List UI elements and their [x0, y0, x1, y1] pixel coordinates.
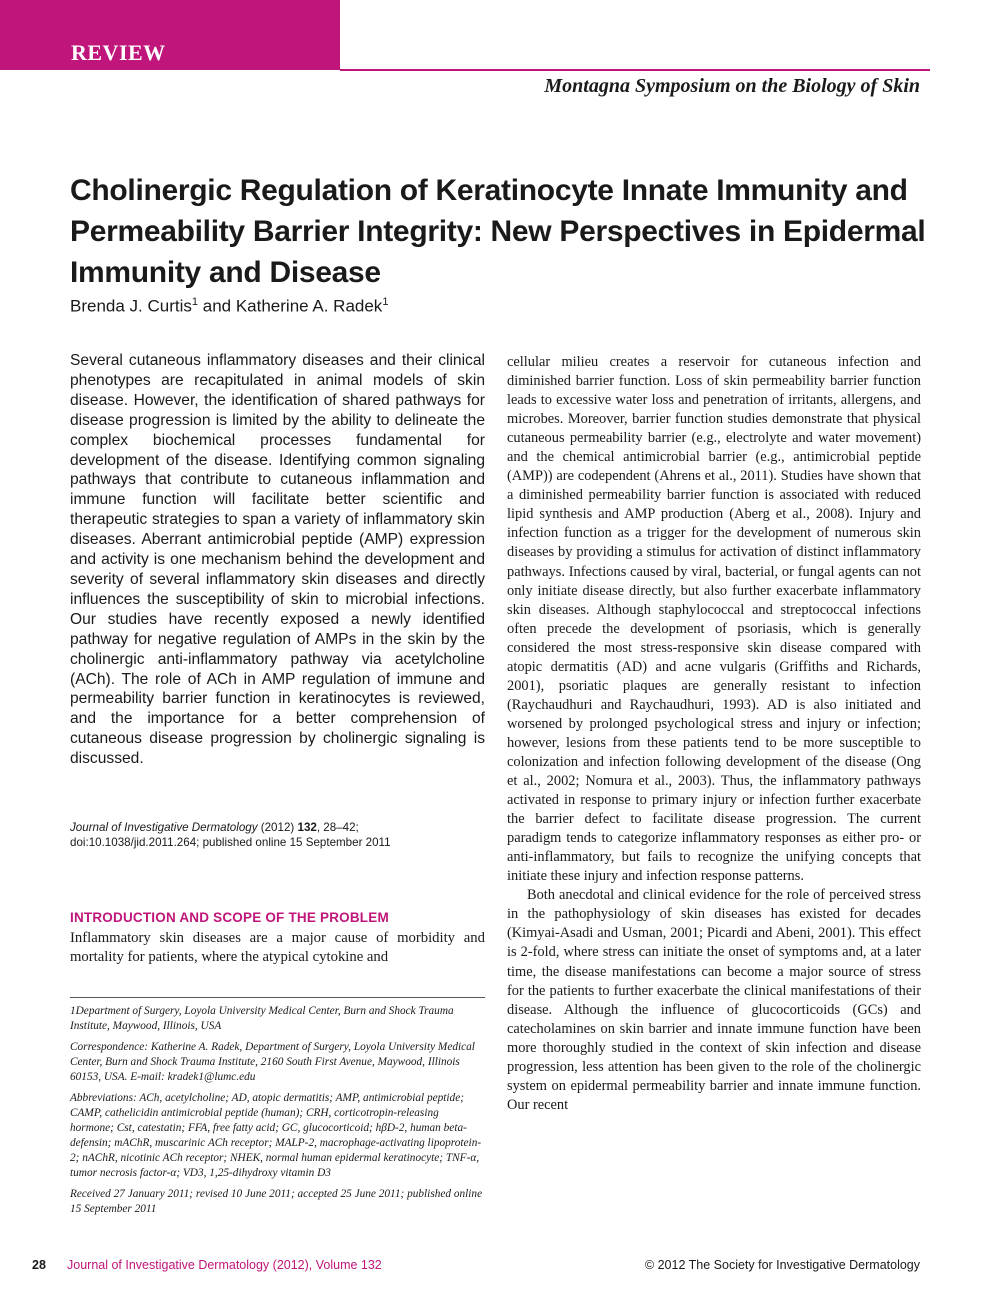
intro-text: Inflammatory skin diseases are a major cause of morbidity and mortality for patients, where the atypical cytokine and: [70, 930, 485, 965]
citation: [70, 820, 485, 850]
citation-doi: doi:10.1038/jid.2011.264; published online 15 September 2011: [70, 836, 391, 849]
affiliation-sup: 1: [382, 296, 389, 308]
body-paragraph: cellular milieu creates a reservoir for cutaneous infection and diminished barrier function. Loss of skin permeability barrier function leads to excessive water loss and penetration of irritants, allergens, and microbes. Moreover, barrier function studies demonstrate that physical cutaneous permeability barrier (e.g., electrolyte and water movement) and the chemical antimicrobial barrier (e.g., antimicrobial peptide (AMP)) are codependent (Ahrens et al., 2011). Studies have shown that a diminished permeability barrier function is associated with reduced lipid synthesis and AMP production (Aberg et al., 2008). Injury and infection function as a trigger for the development of numerous skin diseases by providing a stimulus for activation of distinct inflammatory pathways. Infections caused by viral, bacterial, or fungal agents can not only initiate disease directly, but also further exacerbate inflammatory skin diseases. Although staphylococcal and streptococcal infections often precede the development of psoriasis, which is generally considered the most stress-responsive skin disease compared with atopic dermatitis (AD) and acne vulgaris (Griffiths and Richards, 2001), psoriatic plaques are generally resistant to infection (Raychaudhuri and Raychaudhuri, 1993). AD is also initiated and worsened by prolonged psychological stress and injury or infection; however, lesions from these patients tend to be more susceptible to colonization and infection following development of the disease (Ong et al., 2002; Nomura et al., 2003). Thus, the inflammatory pathways activated in response to primary injury or infection further exacerbate the barrier defect to facilitate disease progression. The current paradigm tends to categorize inflammatory responses as either pro- or anti-inflammatory, but fails to recognize the unifying concepts that initiate these injury and infection response patterns.: [507, 354, 921, 885]
author-name: Brenda J. Curtis: [70, 296, 192, 316]
footnote-affiliation: 1Department of Surgery, Loyola University Medical Center, Burn and Shock Trauma Institute, Maywood, Illinois, USA: [70, 1005, 454, 1032]
right-column: [507, 353, 921, 1115]
citation-volume: 132: [297, 821, 317, 834]
author-name: and Katherine A. Radek: [198, 296, 383, 316]
footnotes: [70, 1004, 485, 1223]
footnote-correspondence: Correspondence: Katherine A. Radek, Department of Surgery, Loyola University Medical Center, Burn and Shock Trauma Institute, 2160 South First Avenue, Maywood, Illinois 60153, USA. E-mail: kradek1@lumc.edu: [70, 1041, 475, 1083]
body-paragraph: Both anecdotal and clinical evidence for the role of perceived stress in the pathophysiology of skin diseases has existed for decades (Kimyai-Asadi and Usman, 2001; Picardi and Abeni, 2001). This effect is 2-fold, where stress can initiate the onset of symptoms and, at a later time, the disease manifestations can become a major source of stress for the patients to further exacerbate the clinical manifestations of their disease. Although the influence of glucocorticoids (GCs) and catecholamines on skin barrier and innate immune function have been more thoroughly studied in the context of skin infection and disease progression, less attention has been given to the role of the cholinergic system on epidermal permeability barrier and innate immune function. Our recent: [507, 887, 921, 1113]
header-rule: [340, 69, 930, 71]
footnote-abbreviations: Abbreviations: ACh, acetylcholine; AD, atopic dermatitis; AMP, antimicrobial peptide; CAMP, cathelicidin antimicrobial peptide (human); CRH, corticotropin-releasing hormone; Cst, catestatin; FFA, free fatty acid; GC, glucocorticoid; hβD-2, human beta-defensin; mAChR, muscarinic ACh receptor; MALP-2, macrophage-activating lipoprotein-2; nAChR, nicotinic ACh receptor; NHEK, normal human epidermal keratinocyte; TNF-α, tumor necrosis factor-α; VD3, 1,25-dihydroxy vitamin D3: [70, 1092, 482, 1179]
section-type-label: REVIEW: [71, 40, 166, 65]
symposium-title: Montagna Symposium on the Biology of Skin: [544, 75, 920, 97]
citation-year: (2012): [257, 821, 298, 834]
section-heading: INTRODUCTION AND SCOPE OF THE PROBLEM: [70, 910, 389, 925]
affiliation-sup: 1: [191, 296, 199, 308]
author-line: [70, 296, 388, 317]
footnote-rule: [70, 997, 485, 998]
citation-journal: Journal of Investigative Dermatology: [70, 821, 258, 834]
footer-journal: Journal of Investigative Dermatology (2012), Volume 132: [67, 1258, 382, 1272]
article-title: Cholinergic Regulation of Keratinocyte Innate Immunity and Permeability Barrier Integrity: New Perspectives in Epidermal Immunity and Disease: [70, 174, 926, 289]
page-number: 28: [32, 1258, 46, 1272]
review-banner: [0, 0, 340, 70]
abstract: Several cutaneous inflammatory diseases and their clinical phenotypes are recapitulated in animal models of skin disease. However, the identification of shared pathways for disease progression is limited by the ability to delineate the complex biochemical processes fundamental for development of the disease. Identifying common signaling pathways that contribute to cutaneous inflammation and immune function will facilitate better scientific and therapeutic strategies to span a variety of inflammatory skin diseases. Aberrant antimicrobial peptide (AMP) expression and activity is one mechanism behind the development and severity of several inflammatory skin diseases and directly influences the susceptibility of skin to microbial infections. Our studies have recently exposed a newly identified pathway for negative regulation of AMPs in the skin by the cholinergic anti-inflammatory pathway via acetylcholine (ACh). The role of ACh in AMP regulation of immune and permeability barrier function in keratinocytes is reviewed, and the importance for a better comprehension of cutaneous disease progression by cholinergic signaling is discussed.: [70, 352, 485, 768]
footer-copyright: © 2012 The Society for Investigative Dermatology: [644, 1258, 920, 1272]
citation-pages: , 28–42;: [316, 821, 359, 834]
footnote-received: Received 27 January 2011; revised 10 June 2011; accepted 25 June 2011; published online 15 September 2011: [70, 1188, 483, 1215]
